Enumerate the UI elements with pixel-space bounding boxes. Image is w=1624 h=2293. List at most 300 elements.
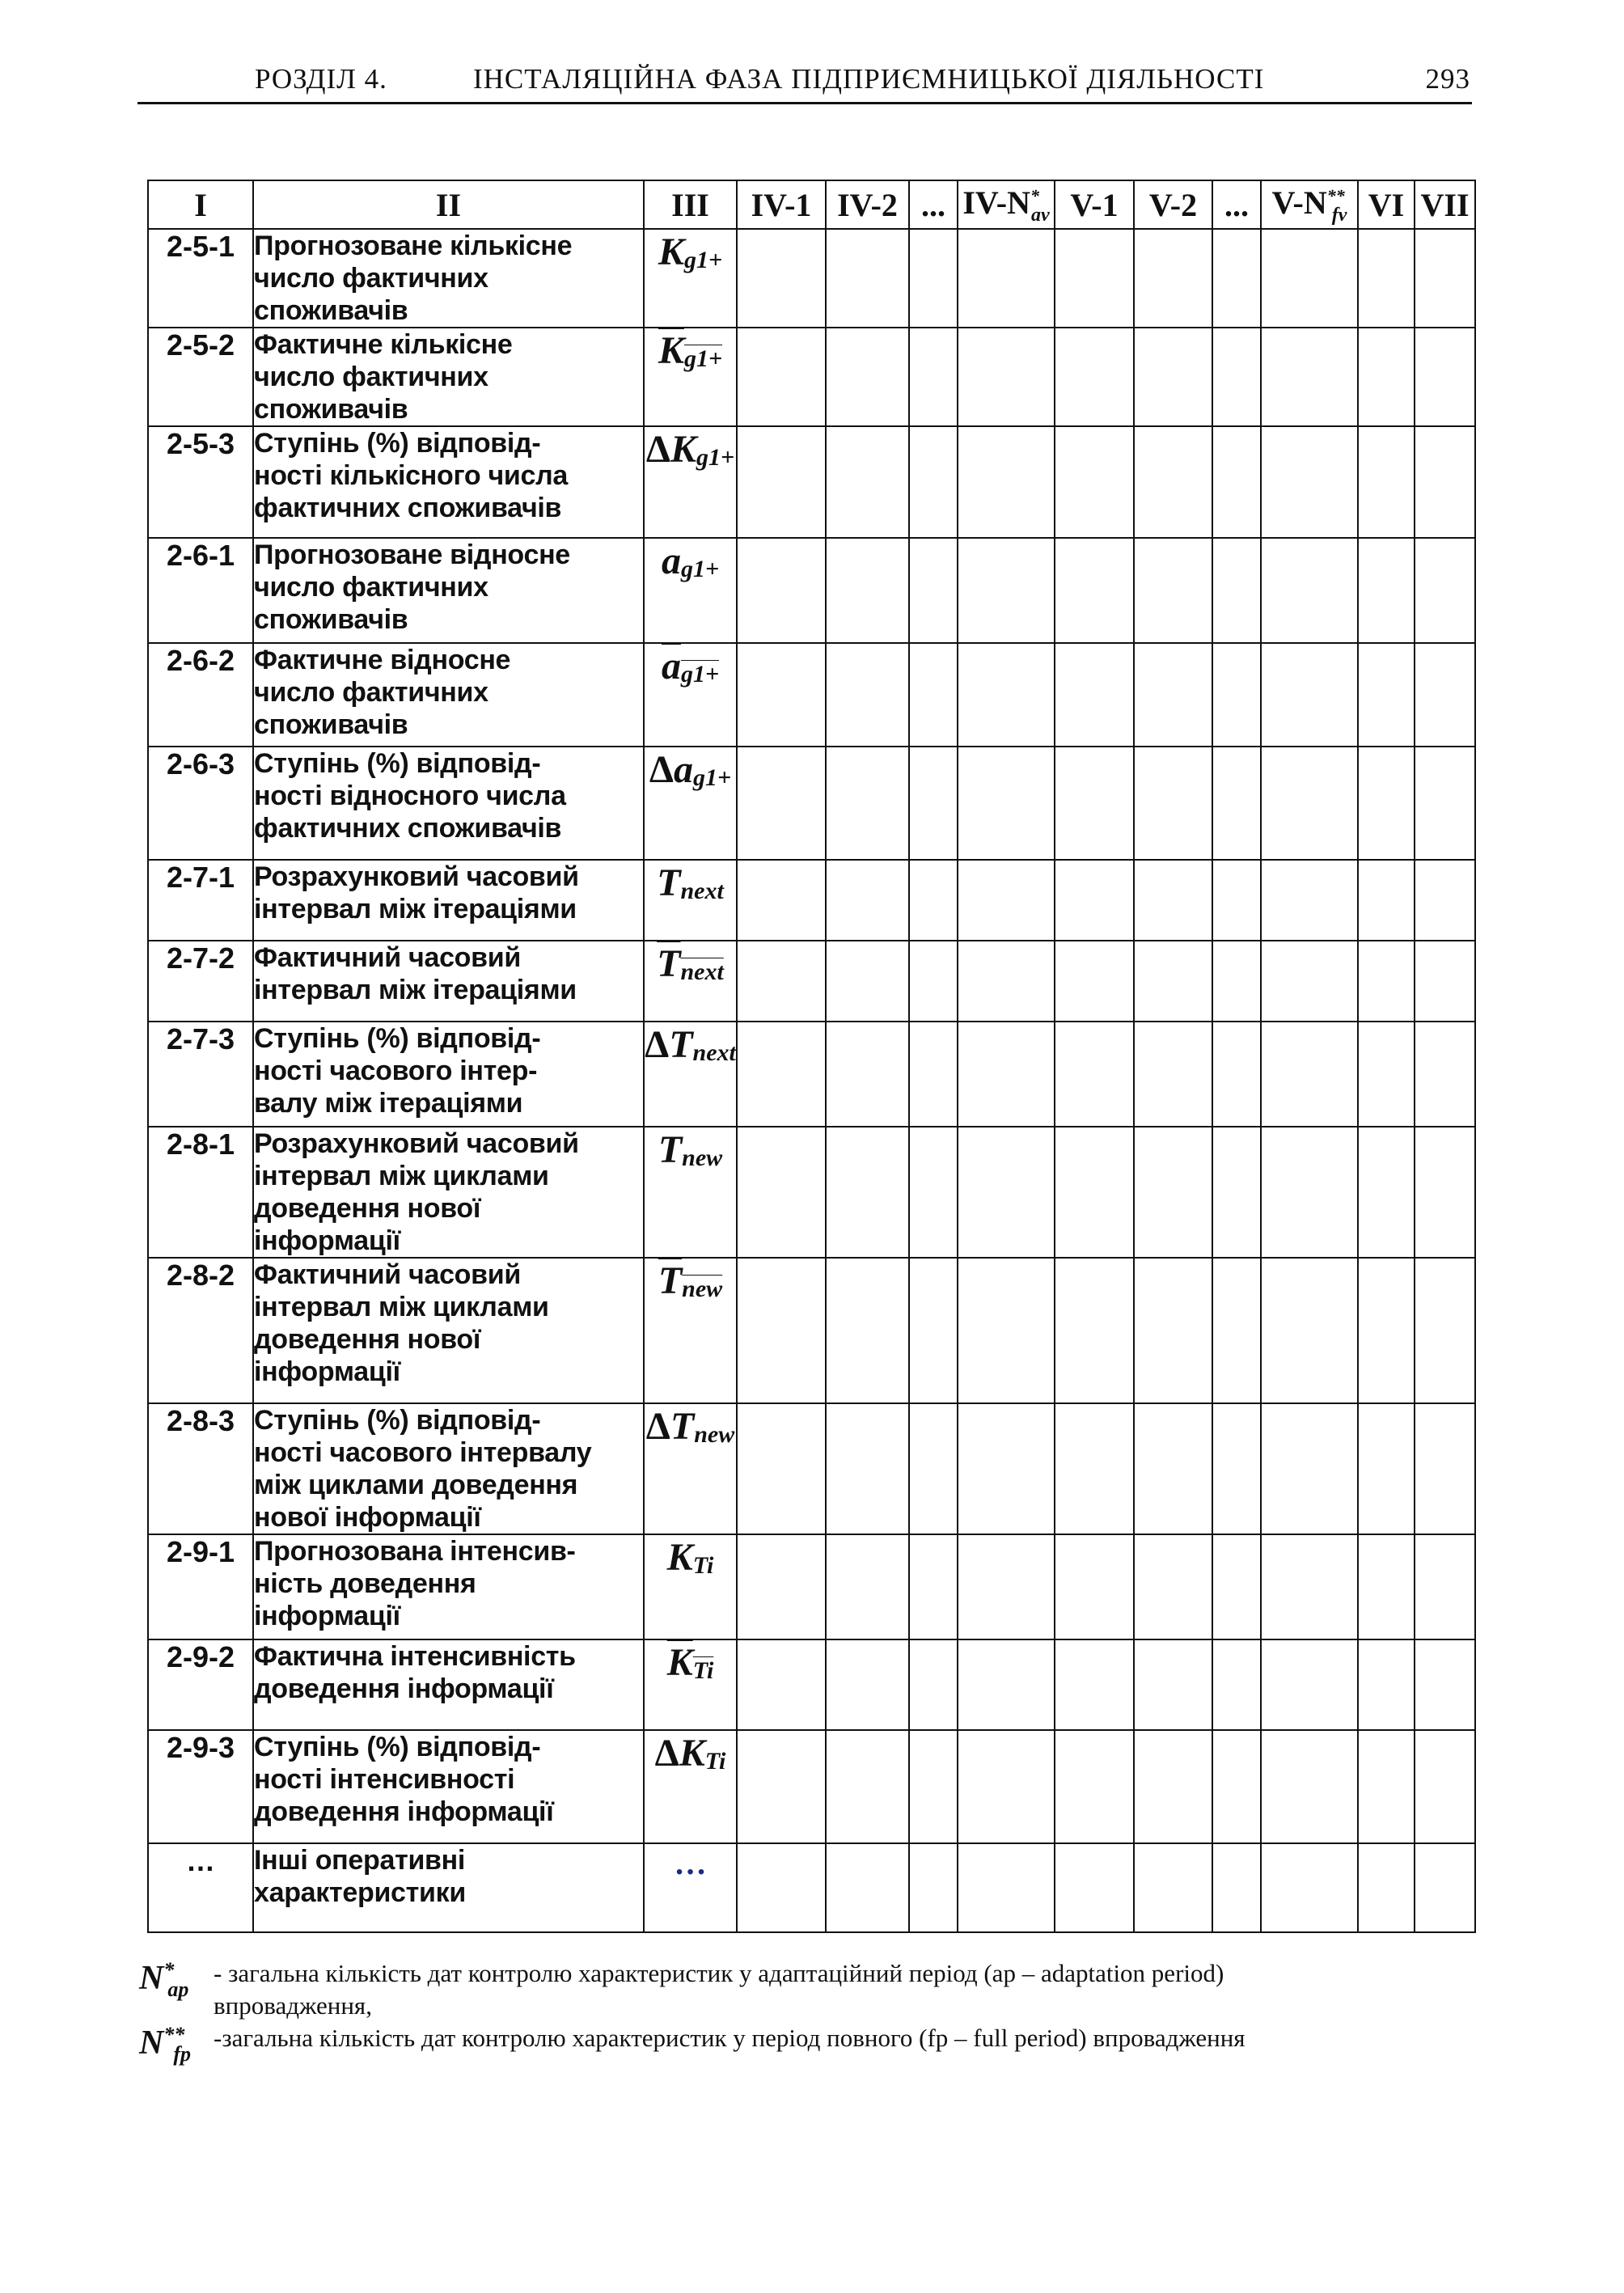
indicator-name-line: Прогнозована інтенсив-	[254, 1536, 576, 1567]
empty-cell	[1358, 1127, 1415, 1258]
symbol-subscript: new	[682, 1144, 723, 1172]
footnote-ap	[139, 1957, 1482, 2022]
row-indicator-name	[253, 643, 644, 747]
empty-cell	[958, 1843, 1055, 1932]
symbol-base: K	[658, 329, 684, 372]
table-row	[148, 538, 1475, 643]
empty-cell	[1261, 860, 1358, 941]
row-symbol	[644, 1534, 737, 1639]
indicator-name-line: Фактичний часовий	[254, 942, 521, 973]
empty-cell	[1415, 1022, 1475, 1127]
chapter-title: ІНСТАЛЯЦІЙНА ФАЗА ПІДПРИЄМНИЦЬКОЇ ДІЯЛЬНОСТІ	[473, 63, 1265, 95]
indicator-name-line: число фактичних	[254, 362, 488, 392]
empty-cell	[1415, 1127, 1475, 1258]
col-header-7: $IV-N^*_{av}$	[958, 180, 1055, 229]
row-code: 2-9-3	[148, 1730, 253, 1843]
empty-cell	[1358, 426, 1415, 538]
row-code: 2-7-3	[148, 1022, 253, 1127]
symbol-expression	[657, 942, 724, 986]
empty-cell	[1261, 1534, 1358, 1639]
empty-cell	[826, 426, 909, 538]
indicator-name-line: ності відносного числа	[254, 781, 566, 811]
empty-cell	[909, 860, 958, 941]
indicator-name-line: фактичних споживачів	[254, 493, 562, 523]
empty-cell	[1212, 1022, 1261, 1127]
row-code: 2-8-3	[148, 1403, 253, 1534]
empty-cell	[958, 229, 1055, 328]
footnotes	[139, 1957, 1482, 2067]
symbol-subscript: Ti	[692, 1657, 714, 1685]
empty-cell	[909, 1403, 958, 1534]
empty-cell	[826, 1639, 909, 1730]
empty-cell	[737, 643, 826, 747]
indicator-name-line: характеристики	[254, 1877, 466, 1908]
empty-cell	[1415, 229, 1475, 328]
empty-cell	[1212, 747, 1261, 860]
footnote-fp	[139, 2022, 1482, 2067]
indicator-name-line: споживачів	[254, 709, 408, 740]
symbol-subscript: g1+	[683, 345, 723, 373]
col-header-12: VI	[1358, 180, 1415, 229]
table-header-row	[148, 180, 1475, 229]
row-code: 2-9-2	[148, 1639, 253, 1730]
row-symbol	[644, 229, 737, 328]
ellipsis-symbol: …	[674, 1845, 707, 1881]
empty-cell	[958, 1022, 1055, 1127]
empty-cell	[958, 941, 1055, 1022]
symbol-base: T	[669, 1023, 693, 1066]
empty-cell	[1261, 643, 1358, 747]
empty-cell	[737, 426, 826, 538]
table-row	[148, 229, 1475, 328]
col-header-8: V-1	[1055, 180, 1134, 229]
empty-cell	[1212, 1127, 1261, 1258]
empty-cell	[1055, 1127, 1134, 1258]
running-header	[137, 57, 1472, 104]
indicator-name-line: інтервал між ітераціями	[254, 894, 577, 924]
table-row	[148, 1022, 1475, 1127]
table-row	[148, 1534, 1475, 1639]
indicator-name-line: споживачів	[254, 604, 408, 635]
symbol-expression	[666, 1641, 714, 1685]
indicator-name-line: число фактичних	[254, 263, 488, 294]
empty-cell	[909, 1258, 958, 1403]
empty-cell	[1212, 1843, 1261, 1932]
indicator-name-line: ності часового інтер-	[254, 1056, 538, 1086]
indicator-name-line: фактичних споживачів	[254, 813, 562, 844]
row-symbol	[644, 1730, 737, 1843]
empty-cell	[958, 860, 1055, 941]
empty-cell	[737, 1843, 826, 1932]
empty-cell	[826, 1730, 909, 1843]
symbol-subscript: Ti	[704, 1748, 726, 1775]
empty-cell	[1358, 1639, 1415, 1730]
indicator-name-line: Розрахунковий часовий	[254, 1128, 579, 1159]
empty-cell	[1212, 1639, 1261, 1730]
indicator-name-line: Ступінь (%) відповід-	[254, 1732, 541, 1762]
empty-cell	[1134, 426, 1212, 538]
row-symbol	[644, 1258, 737, 1403]
empty-cell	[1358, 1843, 1415, 1932]
symbol-expression	[661, 539, 720, 583]
empty-cell	[1358, 328, 1415, 426]
empty-cell	[958, 1258, 1055, 1403]
indicator-name-line: між циклами доведення	[254, 1470, 578, 1500]
empty-cell	[1358, 229, 1415, 328]
empty-cell	[958, 426, 1055, 538]
symbol-base: a	[661, 539, 681, 582]
indicator-name-line: Ступінь (%) відповід-	[254, 748, 541, 779]
empty-cell	[737, 941, 826, 1022]
empty-cell	[1134, 1022, 1212, 1127]
empty-cell	[1415, 1403, 1475, 1534]
empty-cell	[958, 643, 1055, 747]
empty-cell	[958, 328, 1055, 426]
indicator-name-line: доведення нової	[254, 1324, 481, 1355]
symbol-subscript: g1+	[680, 661, 720, 688]
indicator-name-line: ність доведення	[254, 1568, 476, 1599]
symbol-base: K	[666, 1641, 693, 1684]
empty-cell	[826, 643, 909, 747]
empty-cell	[958, 1403, 1055, 1534]
indicator-name-line: валу між ітераціями	[254, 1088, 523, 1119]
symbol-expression	[669, 1023, 736, 1067]
row-symbol	[644, 1843, 737, 1932]
indicator-name-line: споживачів	[254, 295, 408, 326]
empty-cell	[826, 860, 909, 941]
empty-cell	[1415, 1258, 1475, 1403]
indicator-name-line: інтервал між циклами	[254, 1161, 549, 1191]
row-indicator-name	[253, 1534, 644, 1639]
empty-cell	[826, 1258, 909, 1403]
empty-cell	[1212, 426, 1261, 538]
empty-cell	[1134, 538, 1212, 643]
empty-cell	[1212, 941, 1261, 1022]
indicator-name-line: Фактичне кількісне	[254, 329, 513, 360]
empty-cell	[909, 1534, 958, 1639]
symbol-expression	[670, 1405, 735, 1449]
symbol-subscript: Ti	[692, 1552, 714, 1580]
row-symbol	[644, 747, 737, 860]
row-indicator-name	[253, 860, 644, 941]
symbol-expression	[657, 861, 724, 905]
symbol-base: T	[658, 1128, 683, 1171]
empty-cell	[737, 538, 826, 643]
symbol-base: T	[657, 861, 681, 904]
delta-prefix: Δ	[649, 748, 674, 791]
empty-cell	[1212, 860, 1261, 941]
empty-cell	[826, 1534, 909, 1639]
empty-cell	[1134, 941, 1212, 1022]
empty-cell	[1415, 1730, 1475, 1843]
row-indicator-name	[253, 1258, 644, 1403]
empty-cell	[1358, 643, 1415, 747]
empty-cell	[909, 1022, 958, 1127]
row-symbol	[644, 426, 737, 538]
empty-cell	[1134, 643, 1212, 747]
col-header-3: III	[644, 180, 737, 229]
table-row	[148, 426, 1475, 538]
empty-cell	[958, 1127, 1055, 1258]
indicator-name-line: інтервал між циклами	[254, 1292, 549, 1322]
empty-cell	[1415, 328, 1475, 426]
empty-cell	[909, 643, 958, 747]
indicator-name-line: Фактичне відносне	[254, 645, 511, 675]
delta-prefix: Δ	[645, 1023, 670, 1066]
empty-cell	[909, 1843, 958, 1932]
empty-cell	[1212, 1730, 1261, 1843]
symbol-base: K	[658, 231, 684, 273]
empty-cell	[1212, 1534, 1261, 1639]
empty-cell	[958, 538, 1055, 643]
indicator-name-line: Розрахунковий часовий	[254, 861, 579, 892]
empty-cell	[1261, 1258, 1358, 1403]
empty-cell	[1415, 747, 1475, 860]
empty-cell	[1055, 229, 1134, 328]
empty-cell	[1261, 1022, 1358, 1127]
empty-cell	[1212, 1403, 1261, 1534]
empty-cell	[1134, 1534, 1212, 1639]
empty-cell	[958, 1639, 1055, 1730]
empty-cell	[1415, 426, 1475, 538]
symbol-subscript: g1+	[680, 556, 720, 583]
row-indicator-name	[253, 426, 644, 538]
row-code: 2-5-3	[148, 426, 253, 538]
empty-cell	[958, 747, 1055, 860]
indicator-name-line: Прогнозоване відносне	[254, 539, 570, 570]
empty-cell	[1261, 1127, 1358, 1258]
row-code: 2-8-1	[148, 1127, 253, 1258]
symbol-subscript: new	[682, 1276, 723, 1303]
empty-cell	[1212, 328, 1261, 426]
empty-cell	[737, 229, 826, 328]
footnote-text: - загальна кількість дат контролю характеристик у адаптаційний період (ap – adaptation period)	[214, 1959, 1224, 1987]
empty-cell	[958, 1730, 1055, 1843]
table-row	[148, 1258, 1475, 1403]
empty-cell	[826, 941, 909, 1022]
symbol-base: K	[666, 1536, 693, 1579]
empty-cell	[737, 1403, 826, 1534]
symbol-base: T	[657, 942, 681, 985]
empty-cell	[909, 328, 958, 426]
empty-cell	[826, 1403, 909, 1534]
empty-cell	[1212, 538, 1261, 643]
row-indicator-name	[253, 229, 644, 328]
symbol-expression	[670, 428, 735, 472]
symbol-expression	[658, 1128, 723, 1172]
symbol-expression	[658, 329, 723, 373]
symbol-expression	[658, 231, 723, 274]
col-header-1: I	[148, 180, 253, 229]
empty-cell	[1212, 643, 1261, 747]
empty-cell	[1261, 1843, 1358, 1932]
footnote-symbol: $N^*_{ap}$	[139, 1958, 189, 2002]
row-code: 2-5-2	[148, 328, 253, 426]
empty-cell	[737, 1258, 826, 1403]
col-header-13: VII	[1415, 180, 1475, 229]
empty-cell	[1134, 1730, 1212, 1843]
empty-cell	[1055, 1403, 1134, 1534]
empty-cell	[1358, 1022, 1415, 1127]
empty-cell	[1134, 747, 1212, 860]
empty-cell	[826, 1127, 909, 1258]
symbol-expression	[666, 1536, 714, 1580]
indicator-name-line: ності інтенсивності	[254, 1764, 515, 1795]
empty-cell	[1261, 426, 1358, 538]
empty-cell	[1055, 1022, 1134, 1127]
table-row	[148, 1403, 1475, 1534]
indicator-name-line: інформації	[254, 1356, 400, 1387]
empty-cell	[737, 1127, 826, 1258]
empty-cell	[1055, 1730, 1134, 1843]
empty-cell	[1134, 1639, 1212, 1730]
empty-cell	[826, 538, 909, 643]
row-code: 2-5-1	[148, 229, 253, 328]
symbol-base: T	[658, 1259, 683, 1302]
page-number: 293	[1425, 63, 1470, 95]
row-indicator-name	[253, 328, 644, 426]
symbol-expression	[673, 748, 732, 792]
col-header-10: ...	[1212, 180, 1261, 229]
empty-cell	[1358, 538, 1415, 643]
empty-cell	[1055, 1258, 1134, 1403]
empty-cell	[909, 538, 958, 643]
empty-cell	[1261, 1403, 1358, 1534]
row-symbol	[644, 328, 737, 426]
row-indicator-name	[253, 941, 644, 1022]
row-code: 2-7-2	[148, 941, 253, 1022]
delta-prefix: Δ	[654, 1732, 679, 1775]
table-row	[148, 1843, 1475, 1932]
empty-cell	[909, 229, 958, 328]
empty-cell	[909, 426, 958, 538]
symbol-expression	[679, 1732, 726, 1775]
empty-cell	[1134, 328, 1212, 426]
empty-cell	[1055, 538, 1134, 643]
row-code: 2-6-3	[148, 747, 253, 860]
empty-cell	[1415, 1843, 1475, 1932]
empty-cell	[1415, 1639, 1475, 1730]
indicator-name-line: ності часового інтервалу	[254, 1437, 592, 1468]
empty-cell	[1055, 643, 1134, 747]
row-indicator-name	[253, 1843, 644, 1932]
row-symbol	[644, 1022, 737, 1127]
empty-cell	[1134, 1127, 1212, 1258]
row-indicator-name	[253, 1127, 644, 1258]
delta-prefix: Δ	[645, 428, 670, 471]
empty-cell	[1134, 1403, 1212, 1534]
empty-cell	[737, 860, 826, 941]
empty-cell	[826, 328, 909, 426]
indicator-name-line: Ступінь (%) відповід-	[254, 428, 541, 459]
row-code: 2-6-2	[148, 643, 253, 747]
empty-cell	[1212, 1258, 1261, 1403]
indicator-name-line: споживачів	[254, 394, 408, 425]
section-label: РОЗДІЛ 4.	[255, 63, 387, 95]
row-symbol	[644, 643, 737, 747]
indicator-name-line: доведення інформації	[254, 1796, 554, 1827]
symbol-subscript: next	[692, 1039, 736, 1067]
symbol-expression	[661, 645, 720, 688]
row-code: 2-7-1	[148, 860, 253, 941]
indicator-name-line: Ступінь (%) відповід-	[254, 1023, 541, 1054]
empty-cell	[1415, 643, 1475, 747]
empty-cell	[1261, 229, 1358, 328]
row-symbol	[644, 538, 737, 643]
table-row	[148, 1127, 1475, 1258]
empty-cell	[1358, 1258, 1415, 1403]
row-indicator-name	[253, 1022, 644, 1127]
empty-cell	[1055, 1639, 1134, 1730]
indicator-name-line: Прогнозоване кількісне	[254, 231, 573, 261]
symbol-base: K	[679, 1732, 705, 1775]
symbol-subscript: g1+	[692, 764, 732, 792]
empty-cell	[826, 1022, 909, 1127]
empty-cell	[1358, 1403, 1415, 1534]
indicator-name-line: інформації	[254, 1225, 400, 1256]
indicator-name-line: число фактичних	[254, 572, 488, 603]
empty-cell	[1415, 1534, 1475, 1639]
row-indicator-name	[253, 747, 644, 860]
row-indicator-name	[253, 538, 644, 643]
table-row	[148, 1730, 1475, 1843]
symbol-base: K	[670, 428, 696, 471]
indicator-name-line: Інші оперативні	[254, 1845, 466, 1876]
symbol-base: T	[670, 1405, 695, 1448]
empty-cell	[958, 1534, 1055, 1639]
empty-cell	[737, 328, 826, 426]
symbol-expression	[658, 1259, 723, 1303]
empty-cell	[737, 1730, 826, 1843]
symbol-base: a	[673, 748, 693, 791]
empty-cell	[826, 747, 909, 860]
row-code: 2-9-1	[148, 1534, 253, 1639]
empty-cell	[909, 747, 958, 860]
row-symbol	[644, 1639, 737, 1730]
symbol-subscript: new	[694, 1421, 735, 1449]
indicator-name-line: інтервал між ітераціями	[254, 975, 577, 1005]
delta-prefix: Δ	[645, 1405, 670, 1448]
col-header-4: IV-1	[737, 180, 826, 229]
indicator-name-line: доведення нової	[254, 1193, 481, 1224]
row-code: …	[148, 1843, 253, 1932]
empty-cell	[826, 1843, 909, 1932]
symbol-subscript: g1+	[696, 444, 735, 472]
table-row	[148, 1639, 1475, 1730]
row-symbol	[644, 941, 737, 1022]
empty-cell	[737, 1534, 826, 1639]
table-row	[148, 747, 1475, 860]
symbol-subscript: g1+	[683, 247, 723, 274]
indicator-name-line: Ступінь (%) відповід-	[254, 1405, 541, 1436]
symbol-base: a	[661, 645, 681, 687]
empty-cell	[737, 1639, 826, 1730]
indicators-table	[147, 180, 1476, 1933]
empty-cell	[1358, 747, 1415, 860]
footnote-symbol: $N^{**}_{fp}$	[139, 2023, 192, 2067]
empty-cell	[1055, 426, 1134, 538]
empty-cell	[1415, 538, 1475, 643]
col-header-6: ...	[909, 180, 958, 229]
row-symbol	[644, 860, 737, 941]
empty-cell	[909, 1127, 958, 1258]
col-header-5: IV-2	[826, 180, 909, 229]
col-header-2: II	[253, 180, 644, 229]
table-row	[148, 643, 1475, 747]
symbol-subscript: next	[680, 878, 724, 905]
empty-cell	[1261, 538, 1358, 643]
footnote-text-cont: впровадження,	[214, 1991, 372, 2020]
